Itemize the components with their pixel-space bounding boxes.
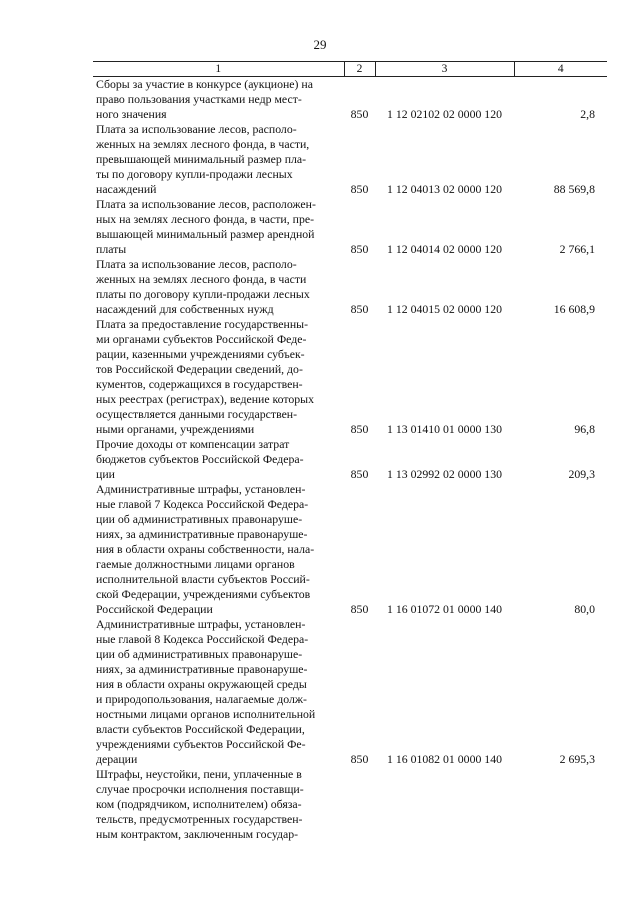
row-admin-code: 850 — [350, 182, 369, 196]
desc-line: Российской Федерации — [96, 602, 213, 616]
desc-line: учреждениями субъектов Российской Фе- — [96, 737, 306, 751]
row-description — [93, 257, 344, 317]
desc-line: ния в области охраны окружающей среды — [96, 677, 307, 691]
row-description — [93, 482, 344, 617]
table-row — [93, 197, 607, 257]
desc-line: Штрафы, неустойки, пени, уплаченные в — [96, 767, 302, 781]
table-row — [93, 77, 607, 123]
row-amount: 2 766,1 — [559, 242, 595, 256]
desc-line: ные главой 8 Кодекса Российской Федера- — [96, 632, 309, 646]
desc-line: Административные штрафы, установлен- — [96, 617, 306, 631]
row-admin-code: 850 — [350, 242, 369, 256]
row-budget-code: 1 16 01082 01 0000 140 — [386, 752, 503, 766]
desc-line: власти субъектов Российской Федерации, — [96, 722, 305, 736]
desc-line: тов Российской Федерации сведений, до- — [96, 362, 303, 376]
desc-line: ниях, за административные правонаруше- — [96, 527, 308, 541]
desc-line: платы — [96, 242, 127, 256]
table-row — [93, 122, 607, 197]
desc-line: женных на землях лесного фонда, в части — [96, 272, 307, 286]
desc-line: насаждений для собственных нужд — [96, 302, 274, 316]
row-admin-code: 850 — [350, 422, 369, 436]
row-budget-code: 1 12 02102 02 0000 120 — [386, 107, 503, 121]
desc-line: кументов, содержащихся в государствен- — [96, 377, 303, 391]
desc-line: Административные штрафы, установлен- — [96, 482, 306, 496]
page-number: 29 — [313, 37, 327, 52]
desc-line: случае просрочки исполнения поставщи- — [96, 782, 304, 796]
desc-line: осуществляется данными государствен- — [96, 407, 298, 421]
desc-line: Сборы за участие в конкурсе (аукционе) на — [96, 77, 313, 91]
row-admin-code: 850 — [350, 107, 369, 121]
desc-line: насаждений — [96, 182, 157, 196]
revenue-table — [93, 61, 607, 842]
desc-line: ции об административных правонаруше- — [96, 647, 303, 661]
desc-line: Плата за использование лесов, расположен- — [96, 197, 316, 211]
desc-line: тельств, предусмотренных государствен- — [96, 812, 303, 826]
row-budget-code: 1 12 04015 02 0000 120 — [386, 302, 503, 316]
desc-line: Плата за использование лесов, располо- — [96, 257, 297, 271]
desc-line: вышающей минимальный размер арендной — [96, 227, 315, 241]
row-amount: 16 608,9 — [553, 302, 595, 316]
desc-line: платы по договору купли-продажи лесных — [96, 287, 310, 301]
desc-line: ты по договору купли-продажи лесных — [96, 167, 293, 181]
table-row — [93, 617, 607, 767]
desc-line: ми органами субъектов Российской Феде- — [96, 332, 307, 346]
desc-line: дерации — [96, 752, 138, 766]
row-admin-code: 850 — [350, 752, 369, 766]
row-amount: 96,8 — [574, 422, 595, 436]
row-amount: 2 695,3 — [559, 752, 595, 766]
desc-line: ных на землях лесного фонда, в части, пре- — [96, 212, 315, 226]
desc-line: Плата за предоставление государственны- — [96, 317, 308, 331]
row-amount — [514, 767, 607, 842]
desc-line: Плата за использование лесов, располо- — [96, 122, 297, 136]
row-amount: 209,3 — [568, 467, 595, 481]
table-row — [93, 317, 607, 437]
desc-line: ными органами, учреждениями — [96, 422, 255, 436]
desc-line: ного значения — [96, 107, 167, 121]
desc-line: ные главой 7 Кодекса Российской Федера- — [96, 497, 309, 511]
row-description — [93, 197, 344, 257]
desc-line: ностными лицами органов исполнительной — [96, 707, 316, 721]
table-row — [93, 482, 607, 617]
desc-line: ции — [96, 467, 115, 481]
row-description — [93, 437, 344, 482]
desc-line: бюджетов субъектов Российской Федера- — [96, 452, 304, 466]
row-amount: 88 569,8 — [553, 182, 595, 196]
row-budget-code — [375, 767, 514, 842]
row-description — [93, 122, 344, 197]
row-budget-code: 1 12 04014 02 0000 120 — [386, 242, 503, 256]
row-budget-code: 1 12 04013 02 0000 120 — [386, 182, 503, 196]
row-admin-code: 850 — [350, 467, 369, 481]
row-amount: 80,0 — [574, 602, 595, 616]
desc-line: ком (подрядчиком, исполнителем) обяза- — [96, 797, 302, 811]
desc-line: Прочие доходы от компенсации затрат — [96, 437, 290, 451]
desc-line: превышающей минимальный размер пла- — [96, 152, 307, 166]
desc-line: ции об административных правонаруше- — [96, 512, 303, 526]
desc-line: женных на землях лесного фонда, в части, — [96, 137, 310, 151]
row-description — [93, 317, 344, 437]
desc-line: ных реестрах (регистрах), ведение которых — [96, 392, 315, 406]
desc-line: ниях, за административные правонаруше- — [96, 662, 308, 676]
row-admin-code — [344, 767, 375, 842]
desc-line: и природопользования, налагаемые долж- — [96, 692, 307, 706]
column-header-3: 3 — [375, 62, 514, 77]
table-header-row — [93, 62, 607, 77]
table-row — [93, 257, 607, 317]
column-header-1: 1 — [93, 62, 344, 77]
table-row — [93, 767, 607, 842]
column-header-4: 4 — [514, 62, 607, 77]
desc-line: рации, казенными учреждениями субъек- — [96, 347, 305, 361]
desc-line: исполнительной власти субъектов Россий- — [96, 572, 310, 586]
row-budget-code: 1 13 01410 01 0000 130 — [386, 422, 503, 436]
table-row — [93, 437, 607, 482]
row-budget-code: 1 13 02992 02 0000 130 — [386, 467, 503, 481]
desc-line: ным контрактом, заключенным государ- — [96, 827, 299, 841]
desc-line: ской Федерации, учреждениями субъектов — [96, 587, 311, 601]
desc-line: право пользования участками недр мест- — [96, 92, 302, 106]
desc-line: ния в области охраны собственности, нала- — [96, 542, 315, 556]
row-amount: 2,8 — [580, 107, 595, 121]
desc-line: гаемые должностными лицами органов — [96, 557, 295, 571]
row-admin-code: 850 — [350, 302, 369, 316]
column-header-2: 2 — [344, 62, 375, 77]
row-admin-code: 850 — [350, 602, 369, 616]
row-description — [93, 77, 344, 123]
row-description — [93, 767, 344, 842]
row-budget-code: 1 16 01072 01 0000 140 — [386, 602, 503, 616]
row-description — [93, 617, 344, 767]
